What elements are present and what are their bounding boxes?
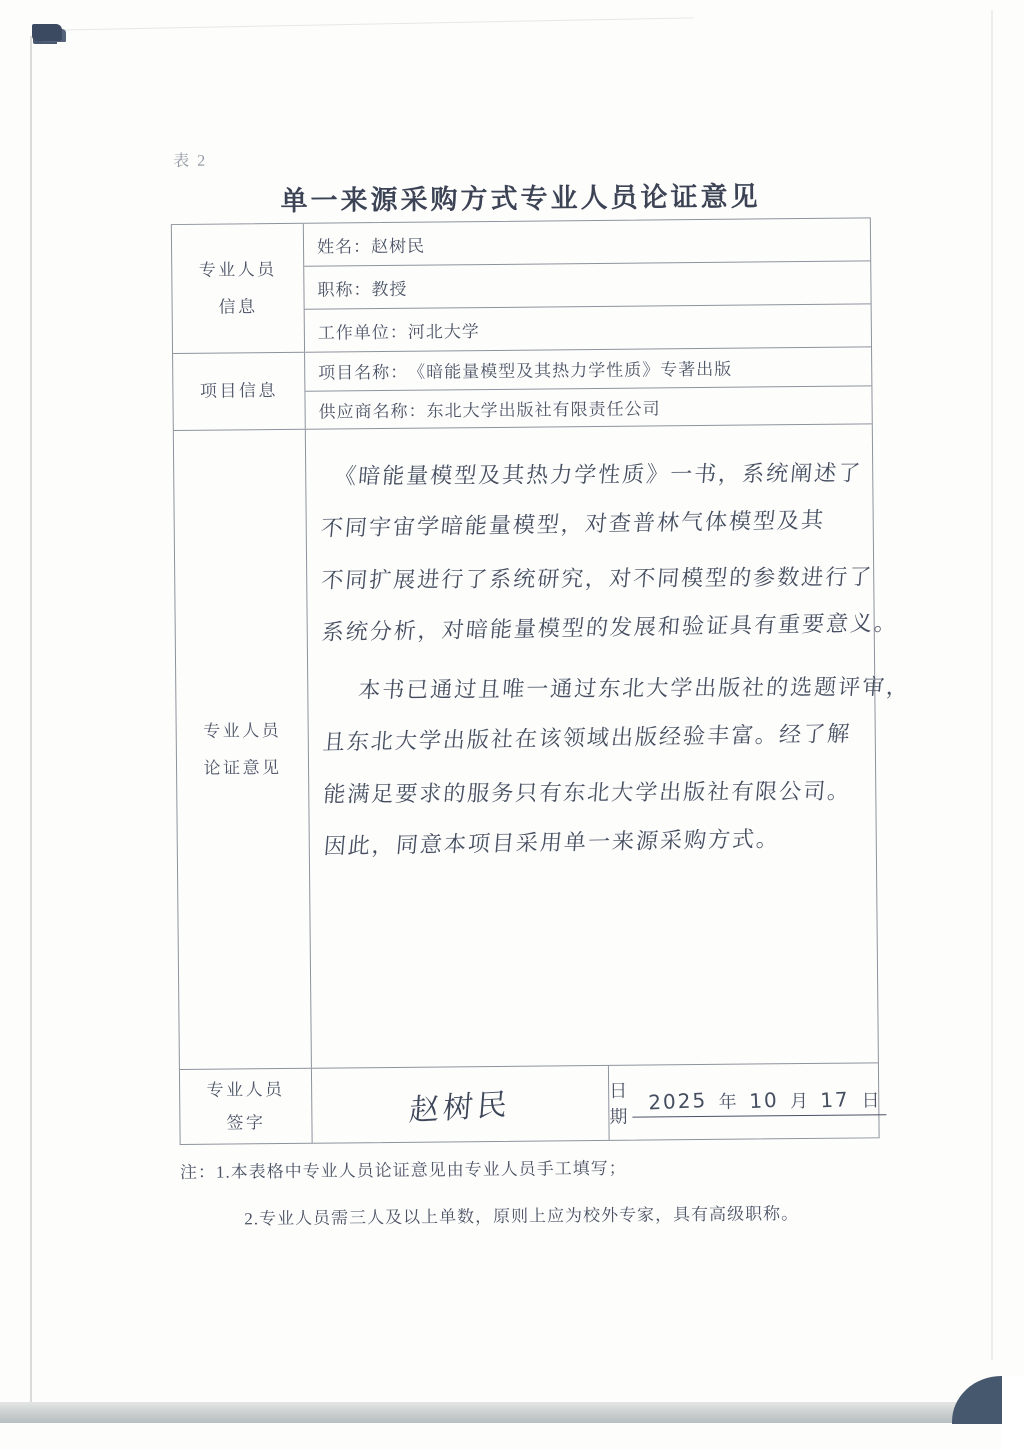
work-unit-field-label: 工作单位： (317, 322, 408, 343)
project-name-field-value: 《暗能量模型及其热力学性质》专著出版 (408, 359, 733, 383)
month-suffix: 月 (790, 1090, 810, 1111)
opinion-line: 本书已通过且唯一通过东北大学出版社的选题评审， (357, 675, 912, 704)
supplier-name-field-label: 供应商名称： (318, 401, 427, 422)
row-personnel-info (172, 218, 871, 353)
field-supplier-name (305, 385, 871, 429)
row-project-info (173, 346, 872, 430)
form-title: 单一来源采购方式专业人员论证意见 (280, 181, 761, 217)
opinion-line: 且东北大学出版社在该领域出版经验丰富。经了解 (321, 721, 853, 756)
row-signature (180, 1062, 879, 1144)
handwritten-year: 2025 (647, 1087, 708, 1115)
handwritten-day: 17 (820, 1086, 851, 1112)
work-unit-field-value: 河北大学 (407, 321, 480, 342)
personnel-info-label: 专业人员 (198, 259, 277, 280)
field-project-name (305, 347, 871, 390)
project-info-fields (305, 347, 872, 428)
project-name-field-label: 项目名称： (318, 363, 409, 383)
personnel-info-fields (304, 218, 871, 351)
day-suffix: 日 (861, 1089, 881, 1110)
handwritten-opinion (306, 424, 924, 1068)
project-info-header-cell (173, 353, 306, 430)
job-title-field-value: 教授 (371, 279, 408, 299)
signature-label: 专业人员 (206, 1079, 285, 1100)
table-number-label: 表 2 (173, 152, 208, 171)
footnote-2: 2.专业人员需三人及以上单数，原则上应为校外专家，具有高级职称。 (244, 1204, 800, 1229)
field-job-title (304, 260, 870, 308)
signature-label2: 签字 (226, 1113, 266, 1133)
field-work-unit (305, 303, 871, 351)
date-cell (609, 1063, 887, 1140)
job-title-field-label: 职称： (317, 279, 372, 300)
field-name (304, 218, 870, 265)
opinion-line: 能满足要求的服务只有东北大学出版社有限公司。 (322, 779, 853, 808)
name-field-value: 赵树民 (370, 236, 426, 256)
personnel-info-header-cell (172, 224, 305, 353)
date-label: 日期 (609, 1080, 629, 1127)
name-field-label: 姓名： (316, 236, 372, 257)
handwritten-signature: 赵树民 (407, 1087, 513, 1129)
signature-header-cell (180, 1069, 313, 1144)
date-value-line (632, 1086, 887, 1117)
footnotes (180, 1151, 941, 1230)
personnel-info-label2: 信息 (218, 297, 258, 317)
opinion-line: 不同扩展进行了系统研究，对不同模型的参数进行了 (320, 565, 875, 594)
opinion-line: 《暗能量模型及其热力学性质》一书，系统阐述了 (333, 461, 864, 490)
supplier-name-field-value: 东北大学出版社有限责任公司 (426, 399, 661, 421)
form-table (171, 217, 912, 1145)
signature-cell (312, 1066, 610, 1143)
opinion-label: 专业人员 (203, 720, 282, 741)
project-info-label: 项目信息 (199, 381, 279, 402)
opinion-label2: 论证意见 (203, 758, 282, 778)
row-opinion (174, 423, 912, 1069)
footnote-1: 注：1.本表格中专业人员论证意见由专业人员手工填写； (179, 1158, 627, 1183)
opinion-line: 系统分析，对暗能量模型的发展和验证具有重要意义。 (320, 611, 900, 646)
opinion-header-cell (174, 430, 312, 1069)
opinion-line: 因此，同意本项目采用单一来源采购方式。 (322, 827, 782, 860)
handwritten-month: 10 (748, 1087, 780, 1113)
year-suffix: 年 (718, 1091, 738, 1112)
opinion-line: 不同宇宙学暗能量模型，对查普林气体模型及其 (319, 508, 827, 542)
